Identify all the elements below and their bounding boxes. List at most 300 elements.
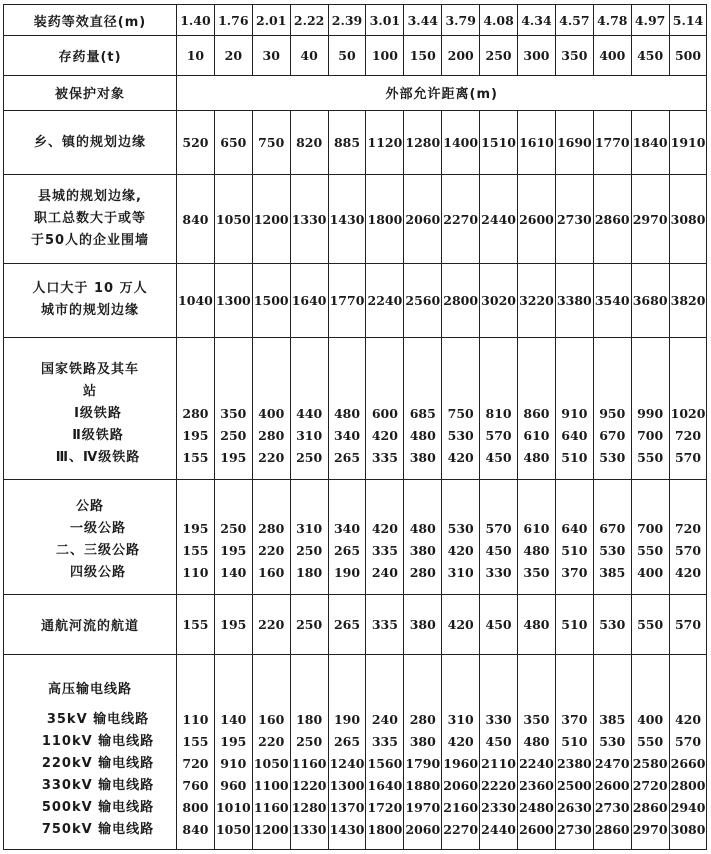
distance-value: 3820 [669,264,707,337]
power-item-label: 110kV 输电线路 [41,734,155,749]
group-row [4,337,707,479]
distance-value: 1430 [329,822,365,837]
distance-value: 530 [599,449,626,465]
distance-value: 520 [177,110,215,175]
distance-value: 1370 [329,800,365,815]
distance-value: 195 [182,520,209,536]
distance-value: 335 [366,594,404,655]
distance-value: 1100 [253,778,289,793]
distance-value: 3220 [518,264,556,337]
group-values [631,479,669,594]
protected-object-label: 被保护对象 [4,76,177,111]
distance-value: 180 [296,564,323,580]
distance-value: 2600 [518,175,556,264]
distance-value: 280 [409,564,436,580]
distance-value: 1200 [252,175,290,264]
distance-value: 195 [220,449,247,465]
distance-value: 400 [637,712,664,727]
group-values [555,337,593,479]
distance-value: 640 [561,427,588,443]
group-item-label: Ⅱ级铁路 [72,427,124,443]
group-values [214,337,252,479]
distance-value: 370 [561,712,588,727]
power-values [442,655,480,850]
storage-cell: 350 [555,36,593,76]
distance-value: 380 [409,449,436,465]
distance-value: 1200 [253,822,289,837]
distance-value: 2720 [632,778,668,793]
distance-value: 195 [220,542,247,558]
diameter-cell: 3.01 [366,5,404,36]
distance-value: 280 [182,405,209,421]
distance-value: 3080 [670,822,706,837]
distance-value: 570 [674,734,702,749]
distance-value: 840 [177,175,215,264]
distance-value: 140 [220,712,247,727]
distance-value: 550 [637,449,664,465]
group-item-label: Ⅲ、Ⅳ级铁路 [55,449,141,465]
power-values [669,655,707,850]
distance-value: 420 [674,564,702,580]
distance-value: 2060 [405,822,441,837]
distance-value: 420 [447,449,474,465]
power-values [593,655,631,850]
distance-value: 340 [333,520,361,536]
object-label [4,175,177,264]
distance-value: 3080 [669,175,707,264]
distance-value: 2730 [555,175,593,264]
object-label-line: 于50人的企业围墙 [30,233,150,249]
distance-value: 2440 [480,175,518,264]
distance-value: 2110 [481,756,516,771]
distance-value: 720 [182,756,209,771]
distance-value: 670 [599,427,626,443]
distance-value: 110 [182,564,209,580]
group-values [177,337,215,479]
diameter-cell: 5.14 [669,5,707,36]
storage-cell: 20 [214,36,252,76]
header-diameter-row [4,5,707,36]
group-values [290,479,328,594]
distance-value: 1020 [670,405,706,421]
distance-value: 480 [518,594,556,655]
diameter-cell: 2.01 [252,5,290,36]
distance-label: 外部允许距离(m) [177,76,707,111]
diameter-cell: 3.44 [404,5,442,36]
distance-value: 310 [296,427,323,443]
distance-value: 220 [258,734,285,749]
distance-value: 2240 [366,264,404,337]
distance-value: 3540 [593,264,631,337]
distance-value: 195 [220,734,247,749]
distance-value: 350 [220,405,247,421]
storage-cell: 450 [631,36,669,76]
distance-value: 110 [182,712,209,727]
storage-cell: 10 [177,36,215,76]
waterway-label: 通航河流的航道 [4,594,177,655]
group-title-line: 公路 [75,498,104,514]
distance-value: 2480 [519,800,554,815]
distance-value: 2970 [631,175,669,264]
distance-value: 2860 [594,822,630,837]
group-values [593,337,631,479]
distance-value: 480 [409,427,436,443]
distance-value: 220 [258,449,285,465]
object-label-line: 职工总数大于或等 [33,211,146,227]
distance-value: 1240 [329,756,365,771]
distance-value: 155 [177,594,215,655]
distance-value: 1050 [214,175,252,264]
distance-value: 400 [637,564,664,580]
distance-value: 720 [674,427,702,443]
distance-value: 1220 [291,778,327,793]
group-label [4,337,177,479]
distance-value: 1500 [252,264,290,337]
group-item-label: 四级公路 [69,564,126,580]
distance-value: 190 [333,712,361,727]
distance-value: 750 [447,405,474,421]
distance-value: 2940 [670,800,706,815]
distance-value: 1910 [669,110,707,175]
distance-value: 240 [371,712,398,727]
diameter-cell: 1.40 [177,5,215,36]
distance-value: 1280 [404,110,442,175]
distance-value: 450 [485,449,512,465]
distance-value: 280 [258,427,285,443]
diameter-cell: 1.76 [214,5,252,36]
distance-value: 2600 [519,822,554,837]
power-label [4,655,177,850]
distance-value: 570 [485,427,512,443]
distance-value: 1880 [405,778,441,793]
diameter-cell: 4.08 [480,5,518,36]
group-title-line: 国家铁路及其车 [40,361,139,377]
distance-value: 1800 [366,175,404,264]
distance-value: 530 [447,427,474,443]
distance-value: 1400 [442,110,480,175]
distance-value: 370 [561,564,588,580]
diameter-cell: 4.34 [518,5,556,36]
power-values [177,655,215,850]
group-values [442,479,480,594]
distance-value: 2240 [519,756,554,771]
group-values [631,337,669,479]
group-values [480,479,518,594]
distance-value: 1120 [366,110,404,175]
distance-value: 1050 [253,756,289,771]
group-title-line: 站 [82,383,97,399]
distance-value: 330 [485,712,512,727]
distance-value: 3020 [480,264,518,337]
distance-value: 450 [485,734,512,749]
distance-value: 550 [637,542,664,558]
distance-value: 385 [599,712,626,727]
distance-value: 2060 [443,778,479,793]
distance-value: 1280 [291,800,327,815]
distance-value: 840 [182,822,209,837]
group-values [518,337,556,479]
distance-value: 1560 [367,756,403,771]
distance-value: 2730 [594,800,630,815]
distance-table [3,4,707,850]
distance-value: 195 [214,594,252,655]
distance-value: 530 [593,594,631,655]
distance-value: 510 [555,594,593,655]
distance-value: 340 [333,427,361,443]
distance-value: 550 [637,734,664,749]
power-item-label: 35kV 输电线路 [46,712,150,727]
distance-value: 885 [328,110,366,175]
distance-value: 480 [523,542,550,558]
distance-value: 335 [371,542,398,558]
distance-value: 220 [252,594,290,655]
distance-value: 2470 [594,756,630,771]
storage-cell: 400 [593,36,631,76]
object-row [4,110,707,175]
distance-value: 3380 [555,264,593,337]
storage-cell: 250 [480,36,518,76]
distance-value: 1610 [518,110,556,175]
distance-value: 1840 [631,110,669,175]
distance-value: 335 [371,449,398,465]
distance-value: 160 [258,564,285,580]
object-label-line: 城市的规划边缘 [40,303,139,319]
distance-value: 530 [599,542,626,558]
power-values [328,655,366,850]
distance-value: 640 [561,520,588,536]
group-item-label: Ⅰ级铁路 [74,405,122,421]
power-values [252,655,290,850]
distance-table-body [4,5,707,850]
power-values [480,655,518,850]
distance-value: 510 [561,449,588,465]
distance-value: 530 [447,520,474,536]
distance-value: 1160 [291,756,327,771]
distance-value: 1790 [405,756,441,771]
distance-value: 2500 [556,778,592,793]
group-values [669,337,707,479]
distance-value: 190 [333,564,361,580]
power-title: 高压输电线路 [47,682,132,697]
distance-value: 1300 [329,778,365,793]
distance-value: 670 [599,520,626,536]
distance-value: 2380 [556,756,592,771]
group-values [593,479,631,594]
group-values [480,337,518,479]
group-values [404,337,442,479]
group-values [328,337,366,479]
distance-value: 450 [485,542,512,558]
distance-value: 530 [599,734,626,749]
group-values [404,479,442,594]
distance-value: 240 [371,564,398,580]
storage-cell: 150 [404,36,442,76]
object-label-line: 乡、镇的规划边缘 [33,134,146,150]
distance-value: 550 [631,594,669,655]
distance-value: 860 [523,405,550,421]
waterway-row [4,594,707,655]
distance-value: 2560 [404,264,442,337]
distance-value: 570 [674,449,702,465]
distance-value: 265 [333,734,361,749]
object-label [4,264,177,337]
distance-value: 350 [523,564,550,580]
distance-value: 1330 [290,175,328,264]
distance-value: 420 [674,712,702,727]
distance-value: 195 [182,427,209,443]
distance-value: 2440 [481,822,516,837]
distance-value: 2270 [442,175,480,264]
header-storage-row [4,36,707,76]
distance-value: 1640 [367,778,403,793]
distance-value: 480 [409,520,436,536]
distance-value: 685 [409,405,436,421]
distance-value: 2800 [670,778,706,793]
storage-cell: 40 [290,36,328,76]
distance-value: 160 [258,712,285,727]
distance-value: 310 [447,564,474,580]
diameter-label: 装药等效直径(m) [4,5,177,36]
distance-value: 760 [182,778,209,793]
storage-cell: 500 [669,36,707,76]
distance-value: 2330 [481,800,516,815]
distance-value: 720 [674,520,702,536]
distance-value: 400 [258,405,285,421]
power-values [555,655,593,850]
group-values [555,479,593,594]
distance-value: 570 [674,542,702,558]
distance-value: 2860 [632,800,668,815]
distance-value: 250 [296,542,323,558]
distance-value: 420 [442,594,480,655]
distance-value: 380 [409,542,436,558]
diameter-cell: 3.79 [442,5,480,36]
distance-value: 1040 [177,264,215,337]
distance-value: 420 [371,520,398,536]
distance-value: 310 [296,520,323,536]
distance-value: 1720 [367,800,403,815]
distance-value: 1430 [328,175,366,264]
group-values [328,479,366,594]
distance-value: 960 [220,778,247,793]
distance-value: 265 [333,542,361,558]
group-values [366,337,404,479]
distance-value: 250 [296,449,323,465]
distance-value: 280 [409,712,436,727]
distance-value: 2580 [632,756,668,771]
distance-value: 440 [296,405,323,421]
distance-value: 380 [409,734,436,749]
distance-value: 450 [480,594,518,655]
distance-value: 265 [333,449,361,465]
diameter-cell: 4.78 [593,5,631,36]
distance-value: 1690 [555,110,593,175]
storage-cell: 200 [442,36,480,76]
distance-value: 2360 [519,778,554,793]
distance-value: 480 [523,449,550,465]
distance-value: 2860 [593,175,631,264]
power-values [290,655,328,850]
distance-value: 610 [523,427,550,443]
group-item-label: 二、三级公路 [55,542,140,558]
distance-value: 385 [599,564,626,580]
distance-value: 3680 [631,264,669,337]
group-values [366,479,404,594]
group-values [518,479,556,594]
distance-value: 250 [296,734,323,749]
distance-value: 1800 [367,822,403,837]
power-row [4,655,707,850]
distance-value: 820 [290,110,328,175]
distance-value: 380 [404,594,442,655]
distance-value: 350 [523,712,550,727]
distance-value: 220 [258,542,285,558]
distance-value: 265 [328,594,366,655]
distance-value: 1050 [215,822,251,837]
distance-value: 155 [182,734,209,749]
distance-value: 2600 [594,778,630,793]
distance-value: 2730 [556,822,592,837]
distance-value: 2660 [670,756,706,771]
distance-value: 750 [252,110,290,175]
object-label [4,110,177,175]
distance-value: 2160 [443,800,479,815]
group-values [252,337,290,479]
distance-value: 1010 [215,800,251,815]
distance-value: 1970 [405,800,441,815]
distance-value: 140 [220,564,247,580]
distance-value: 600 [371,405,398,421]
power-values [518,655,556,850]
distance-value: 1510 [480,110,518,175]
object-label-line: 县城的规划边缘, [38,189,142,205]
group-item-label: 一级公路 [69,520,126,536]
distance-value: 250 [220,520,247,536]
diameter-cell: 4.57 [555,5,593,36]
power-item-label: 500kV 输电线路 [41,800,155,815]
storage-cell: 100 [366,36,404,76]
power-values [366,655,404,850]
group-values [252,479,290,594]
distance-value: 800 [182,800,209,815]
distance-value: 180 [296,712,323,727]
distance-value: 1300 [214,264,252,337]
diameter-cell: 2.22 [290,5,328,36]
distance-value: 1770 [593,110,631,175]
power-item-label: 330kV 输电线路 [41,778,155,793]
storage-cell: 50 [328,36,366,76]
distance-value: 910 [220,756,247,771]
distance-value: 250 [290,594,328,655]
distance-value: 480 [523,734,550,749]
distance-value: 1330 [291,822,327,837]
distance-value: 2970 [632,822,668,837]
distance-value: 280 [258,520,285,536]
distance-value: 310 [447,712,474,727]
power-values [631,655,669,850]
distance-value: 510 [561,734,588,749]
distance-value: 810 [485,405,512,421]
distance-value: 420 [447,542,474,558]
distance-value: 950 [599,405,626,421]
storage-label: 存药量(t) [4,36,177,76]
distance-value: 1960 [443,756,479,771]
distance-value: 2630 [556,800,592,815]
distance-value: 2060 [404,175,442,264]
distance-value: 700 [637,427,664,443]
distance-value: 420 [447,734,474,749]
distance-value: 2800 [442,264,480,337]
